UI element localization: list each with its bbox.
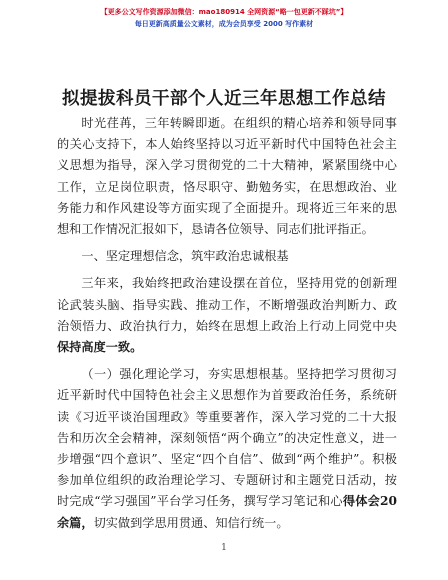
promo-banner bbox=[0, 6, 448, 30]
promo-banner-line-1: 【更多公文写作资源添加微信：mao180914 全网资源“略一包更新不踩坑”】 bbox=[100, 8, 348, 16]
section-heading-1: 一、坚定理想信念，筑牢政治忠诚根基 bbox=[81, 249, 289, 264]
intro-paragraph: 时光荏苒，三年转瞬即逝。在组织的精心培养和领导同事的关心支持下，本人始终坚持以习近平新时代中国特色社会主义思想为指导，深入学习贯彻党的二十大精神，紧紧围绕中心工作，立足岗位职责，恪尽职守、勤勉务实，在思想政治、业务能力和作风建设等方面实现了全面提升。现将近三年来的思想和工作情况汇报如下，恳请各位领导、同志们批评指正。 bbox=[57, 116, 397, 237]
subsection-1-text: （一）强化理论学习，夯实思想根基。坚持把学习贯彻习近平新时代中国特色社会主义思想作为首要政治任务，系统研读《习近平谈治国理政》等重要著作，深入学习党的二十大报告和历次全会精神，深刻领悟“两个确立”的决定性意义，进一步增强“四个意识”、坚定“四个自信”、做到“两个维护”。积极参加单位组织的政治理论学习、专题研讨和主题党日活动，按时完成“学习强国”平台学习任务，撰写学习笔记和心 bbox=[57, 367, 397, 509]
document-body bbox=[57, 113, 397, 534]
document-title: 拟提拔科员干部个人近三年思想工作总结 bbox=[62, 89, 386, 109]
section-1-bold-tail: 保持高度一致。 bbox=[57, 340, 143, 355]
subsection-1-paragraph bbox=[57, 364, 397, 534]
section-1-text: 三年来，我始终把政治建设摆在首位，坚持用党的创新理论武装头脑、指导实践、推动工作，不断增强政治判断力、政治领悟力、政治执行力，始终在思想上政治上行动上同党中央 bbox=[57, 276, 397, 333]
subsection-1-tail: 切实做到学思用贯通、知信行统一。 bbox=[93, 515, 289, 530]
subsection-1-bold: 得体会20余篇， bbox=[57, 494, 397, 530]
page-number: 1 bbox=[221, 543, 227, 553]
section-1-paragraph bbox=[57, 273, 397, 358]
promo-banner-line-2: 每日更新高质量公文素材，成为会员享受 2000 写作素材 bbox=[134, 20, 314, 28]
